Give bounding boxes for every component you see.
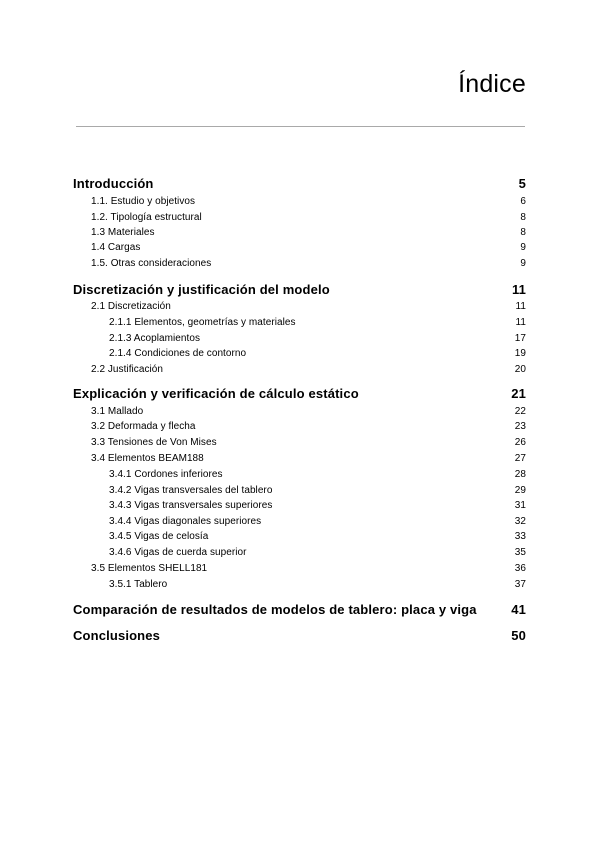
toc-entry-page: 22 [514,406,526,417]
toc-entry-page: 36 [514,563,526,574]
toc-entry-title: 3.3 Tensiones de Von Mises [91,437,217,448]
toc-entry-title: 2.1.3 Acoplamientos [109,333,201,344]
toc-entry-page: 32 [514,516,526,527]
toc-entry-page: 11 [515,301,526,312]
toc-entry-page: 11 [511,282,526,297]
toc-entry-page: 20 [514,364,526,375]
toc-entry-title: 3.4.5 Vigas de celosía [109,531,209,542]
toc-entry-title: 3.5 Elementos SHELL181 [91,563,208,574]
toc-entry-title: 3.4 Elementos BEAM188 [91,453,204,464]
toc-entry-title: 1.1. Estudio y objetivos [91,196,196,207]
toc-entry-title: 3.4.3 Vigas transversales superiores [109,500,273,511]
toc-entry-title: 2.1.4 Condiciones de contorno [109,348,247,359]
toc-entry-title: 2.1 Discretización [91,301,171,312]
toc-entry-title: 3.4.1 Cordones inferiores [109,469,223,480]
toc-entry-page: 23 [514,421,526,432]
toc-entry-page: 26 [514,437,526,448]
toc-entry-page: 35 [514,547,526,558]
toc-entry-title: 1.3 Materiales [91,227,155,238]
toc-entry-page: 33 [514,531,526,542]
toc-entry-page: 21 [511,386,526,401]
toc-entry-title: Comparación de resultados de modelos de tablero: placa y viga [73,602,477,617]
toc-entry-page: 31 [514,500,526,511]
toc-entry-title: Discretización y justificación del modelo [73,282,330,297]
toc-entry-page: 28 [514,469,526,480]
toc-entry-title: 1.2. Tipología estructural [91,212,202,223]
toc-entry-title: 3.1 Mallado [91,406,144,417]
toc-entry-title: 3.5.1 Tablero [109,579,168,590]
toc-entry-page: 9 [520,258,526,269]
toc-entry-page: 11 [515,317,526,328]
toc-entry-title: 1.4 Cargas [91,242,141,253]
toc-entry-title: 2.2 Justificación [91,364,163,375]
toc-entry-page: 8 [520,212,526,223]
toc-entry-title: Introducción [73,176,154,191]
toc-entry-title: 3.4.4 Vigas diagonales superiores [109,516,262,527]
toc-entry-page: 6 [520,196,526,207]
toc-entry-page: 19 [514,348,526,359]
toc-entry-page: 8 [520,227,526,238]
toc-entry-title: 1.5. Otras consideraciones [91,258,212,269]
toc-entry-page: 9 [520,242,526,253]
toc-entry-page: 29 [514,485,526,496]
toc-entry-title: 2.1.1 Elementos, geometrías y materiales [109,317,296,328]
toc-entry-page: 17 [514,333,526,344]
toc-entry-page: 50 [511,628,526,643]
toc-entry-title: 3.2 Deformada y flecha [91,421,196,432]
toc-entry-page: 5 [518,176,526,191]
toc-entry-title: 3.4.2 Vigas transversales del tablero [109,485,273,496]
toc-entry-title: 3.4.6 Vigas de cuerda superior [109,547,247,558]
toc-entry-page: 37 [514,579,526,590]
toc-entry-title: Conclusiones [73,628,161,643]
toc-entry-page: 27 [514,453,526,464]
page-title: Índice [458,70,526,98]
toc-entry-title: Explicación y verificación de cálculo estático [73,386,359,401]
toc-entry-page: 41 [511,602,526,617]
